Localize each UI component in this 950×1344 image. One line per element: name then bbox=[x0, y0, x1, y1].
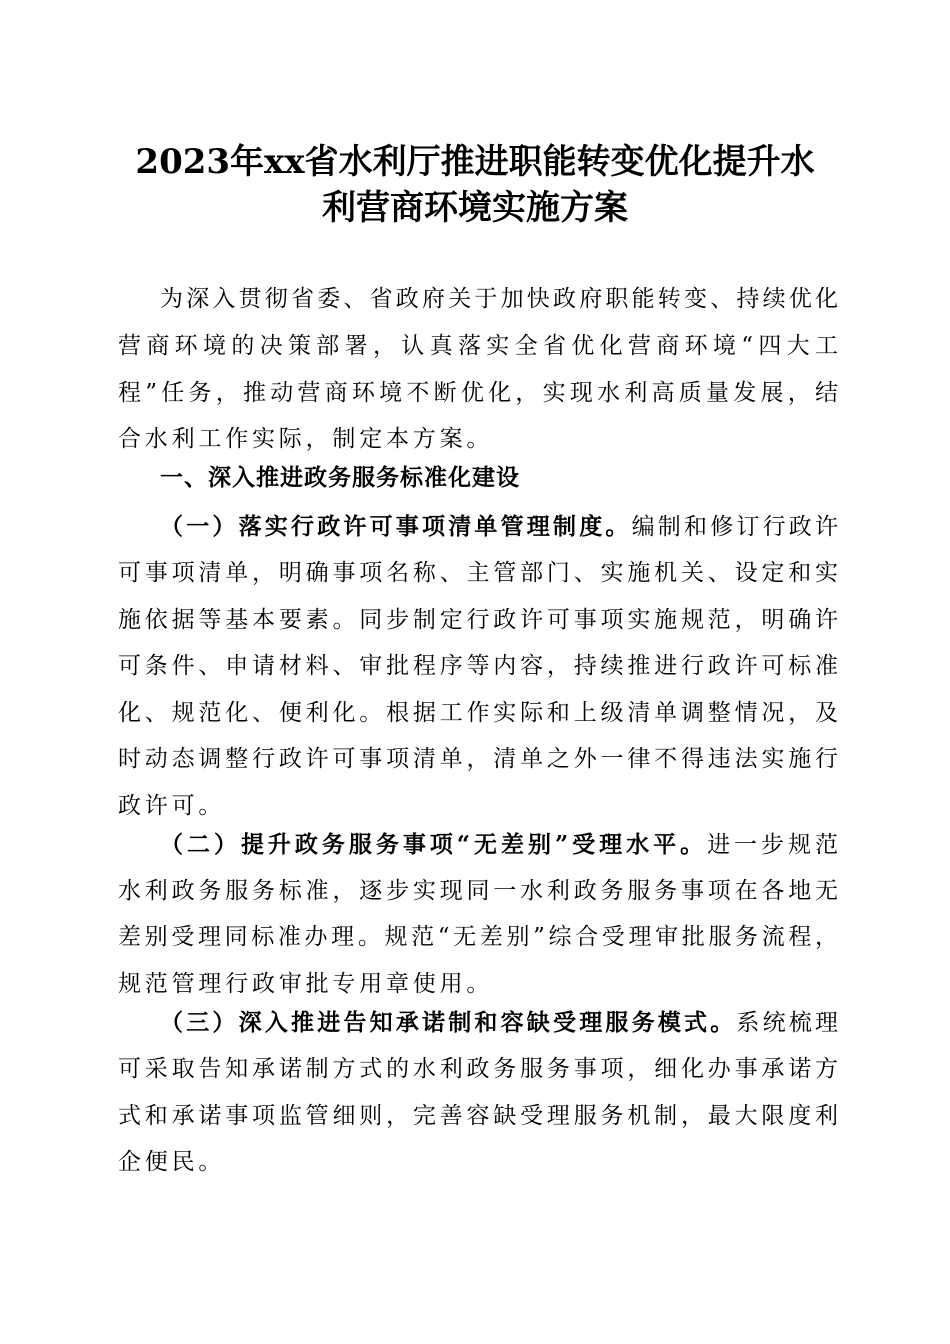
item-3-first-line bbox=[160, 1007, 838, 1039]
item-1-line: 时动态调整行政许可事项清单，清单之外一律不得违法实施行 bbox=[118, 746, 838, 772]
item-2-text: 进一步规范 bbox=[707, 832, 839, 858]
item-3-line: 式和承诺事项监管细则，完善容缺受理服务机制，最大限度利 bbox=[118, 1103, 838, 1129]
item-3-text: 系统梳理 bbox=[736, 1010, 839, 1036]
item-2-line: 规范管理行政审批专用章使用。 bbox=[118, 971, 494, 997]
document-title-line-1: 2023年xx省水利厅推进职能转变优化提升水 bbox=[135, 142, 815, 182]
intro-line: 营商环境的决策部署，认真落实全省优化营商环境“四大工 bbox=[118, 333, 838, 359]
section-heading: 一、深入推进政务服务标准化建设 bbox=[160, 465, 520, 491]
item-2-line: 水利政务服务标准，逐步实现同一水利政务服务事项在各地无 bbox=[118, 878, 838, 904]
item-1-line: 化、规范化、便利化。根据工作实际和上级清单调整情况，及 bbox=[118, 700, 838, 726]
item-1-line: 可条件、申请材料、审批程序等内容，持续推进行政许可标准 bbox=[118, 653, 838, 679]
item-1-heading: （一）落实行政许可事项清单管理制度。 bbox=[160, 513, 632, 540]
intro-line: 合水利工作实际，制定本方案。 bbox=[118, 426, 494, 452]
document-title-line-2: 利营商环境实施方案 bbox=[322, 188, 628, 228]
intro-line: 为深入贯彻省委、省政府关于加快政府职能转变、持续优化 bbox=[160, 286, 838, 312]
item-3-line: 企便民。 bbox=[118, 1149, 226, 1175]
item-3-heading: （三）深入推进告知承诺制和容缺受理服务模式。 bbox=[160, 1009, 737, 1036]
item-1-line: 政许可。 bbox=[118, 793, 226, 819]
item-1-line: 施依据等基本要素。同步制定行政许可事项实施规范，明确许 bbox=[118, 607, 838, 633]
item-1-text: 编制和修订行政许 bbox=[631, 514, 839, 540]
item-2-heading: （二）提升政务服务事项“无差别”受理水平。 bbox=[160, 831, 708, 858]
item-2-first-line bbox=[160, 829, 838, 861]
item-3-line: 可采取告知承诺制方式的水利政务服务事项，细化办事承诺方 bbox=[118, 1056, 838, 1082]
item-2-line: 差别受理同标准办理。规范“无差别”综合受理审批服务流程， bbox=[118, 924, 838, 950]
item-1-first-line bbox=[160, 511, 838, 543]
item-1-line: 可事项清单，明确事项名称、主管部门、实施机关、设定和实 bbox=[118, 560, 838, 586]
intro-line: 程”任务，推动营商环境不断优化，实现水利高质量发展，结 bbox=[118, 380, 838, 406]
